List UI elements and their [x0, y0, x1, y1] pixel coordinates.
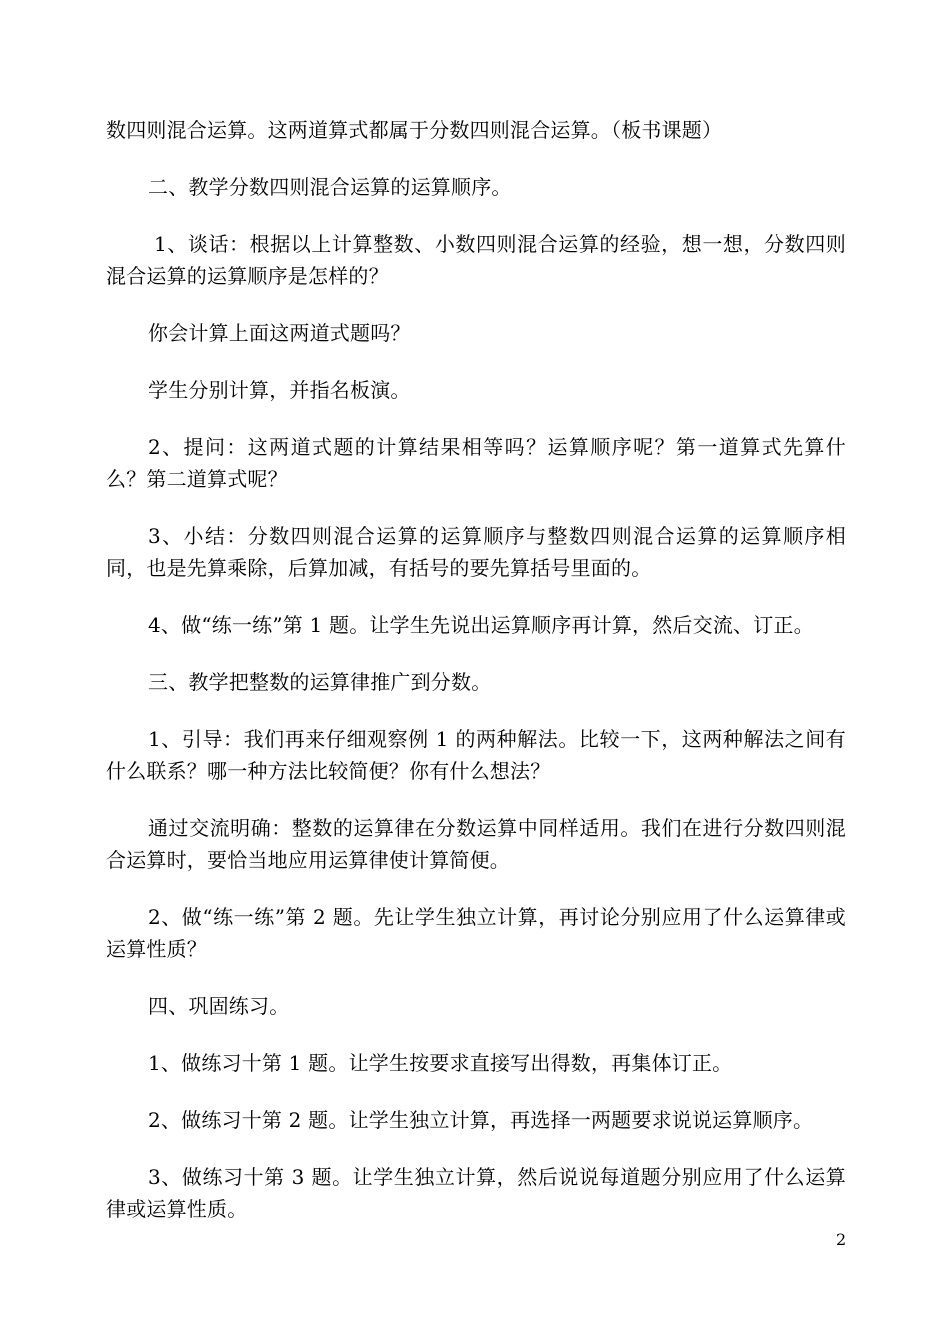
page-content	[106, 114, 846, 1250]
paragraph-practice-1: 4、做“练一练”第 1 题。让学生先说出运算顺序再计算，然后交流、订正。	[148, 613, 814, 637]
page-number: 2	[836, 1230, 847, 1249]
paragraph-summary: 3、小结：分数四则混合运算的运算顺序与整数四则混合运算的运算顺序相同，也是先算乘除，后算加减，有括号的要先算括号里面的。	[106, 524, 846, 580]
section-heading-2: 二、教学分数四则混合运算的运算顺序。	[148, 175, 512, 199]
paragraph-guide: 1、引导：我们再来仔细观察例 1 的两种解法。比较一下，这两种解法之间有什么联系？哪一种方法比较简便？你有什么想法？	[106, 727, 846, 783]
paragraph-practice-2: 2、做“练一练”第 2 题。先让学生独立计算，再讨论分别应用了什么运算律或运算性质？	[106, 905, 846, 961]
paragraph-exercise-2: 2、做练习十第 2 题。让学生独立计算，再选择一两题要求说说运算顺序。	[148, 1108, 814, 1132]
section-heading-4: 四、巩固练习。	[148, 994, 290, 1018]
section-heading-3: 三、教学把整数的运算律推广到分数。	[148, 670, 492, 694]
paragraph-conclusion: 通过交流明确：整数的运算律在分数运算中同样适用。我们在进行分数四则混合运算时，要恰当地应用运算律使计算简便。	[106, 816, 846, 872]
paragraph-talk: 1、谈话：根据以上计算整数、小数四则混合运算的经验，想一想，分数四则混合运算的运算顺序是怎样的？	[106, 232, 846, 288]
paragraph-exercise-3: 3、做练习十第 3 题。让学生独立计算，然后说说每道题分别应用了什么运算律或运算性质。	[106, 1165, 846, 1221]
paragraph-ask: 2、提问：这两道式题的计算结果相等吗？运算顺序呢？第一道算式先算什么？第二道算式呢？	[106, 435, 846, 491]
paragraph-question: 你会计算上面这两道式题吗？	[148, 321, 411, 345]
paragraph-continuation: 数四则混合运算。这两道算式都属于分数四则混合运算。（板书课题）	[106, 118, 723, 142]
paragraph-students-calc: 学生分别计算，并指名板演。	[148, 378, 411, 402]
paragraph-exercise-1: 1、做练习十第 1 题。让学生按要求直接写出得数，再集体订正。	[148, 1051, 733, 1075]
